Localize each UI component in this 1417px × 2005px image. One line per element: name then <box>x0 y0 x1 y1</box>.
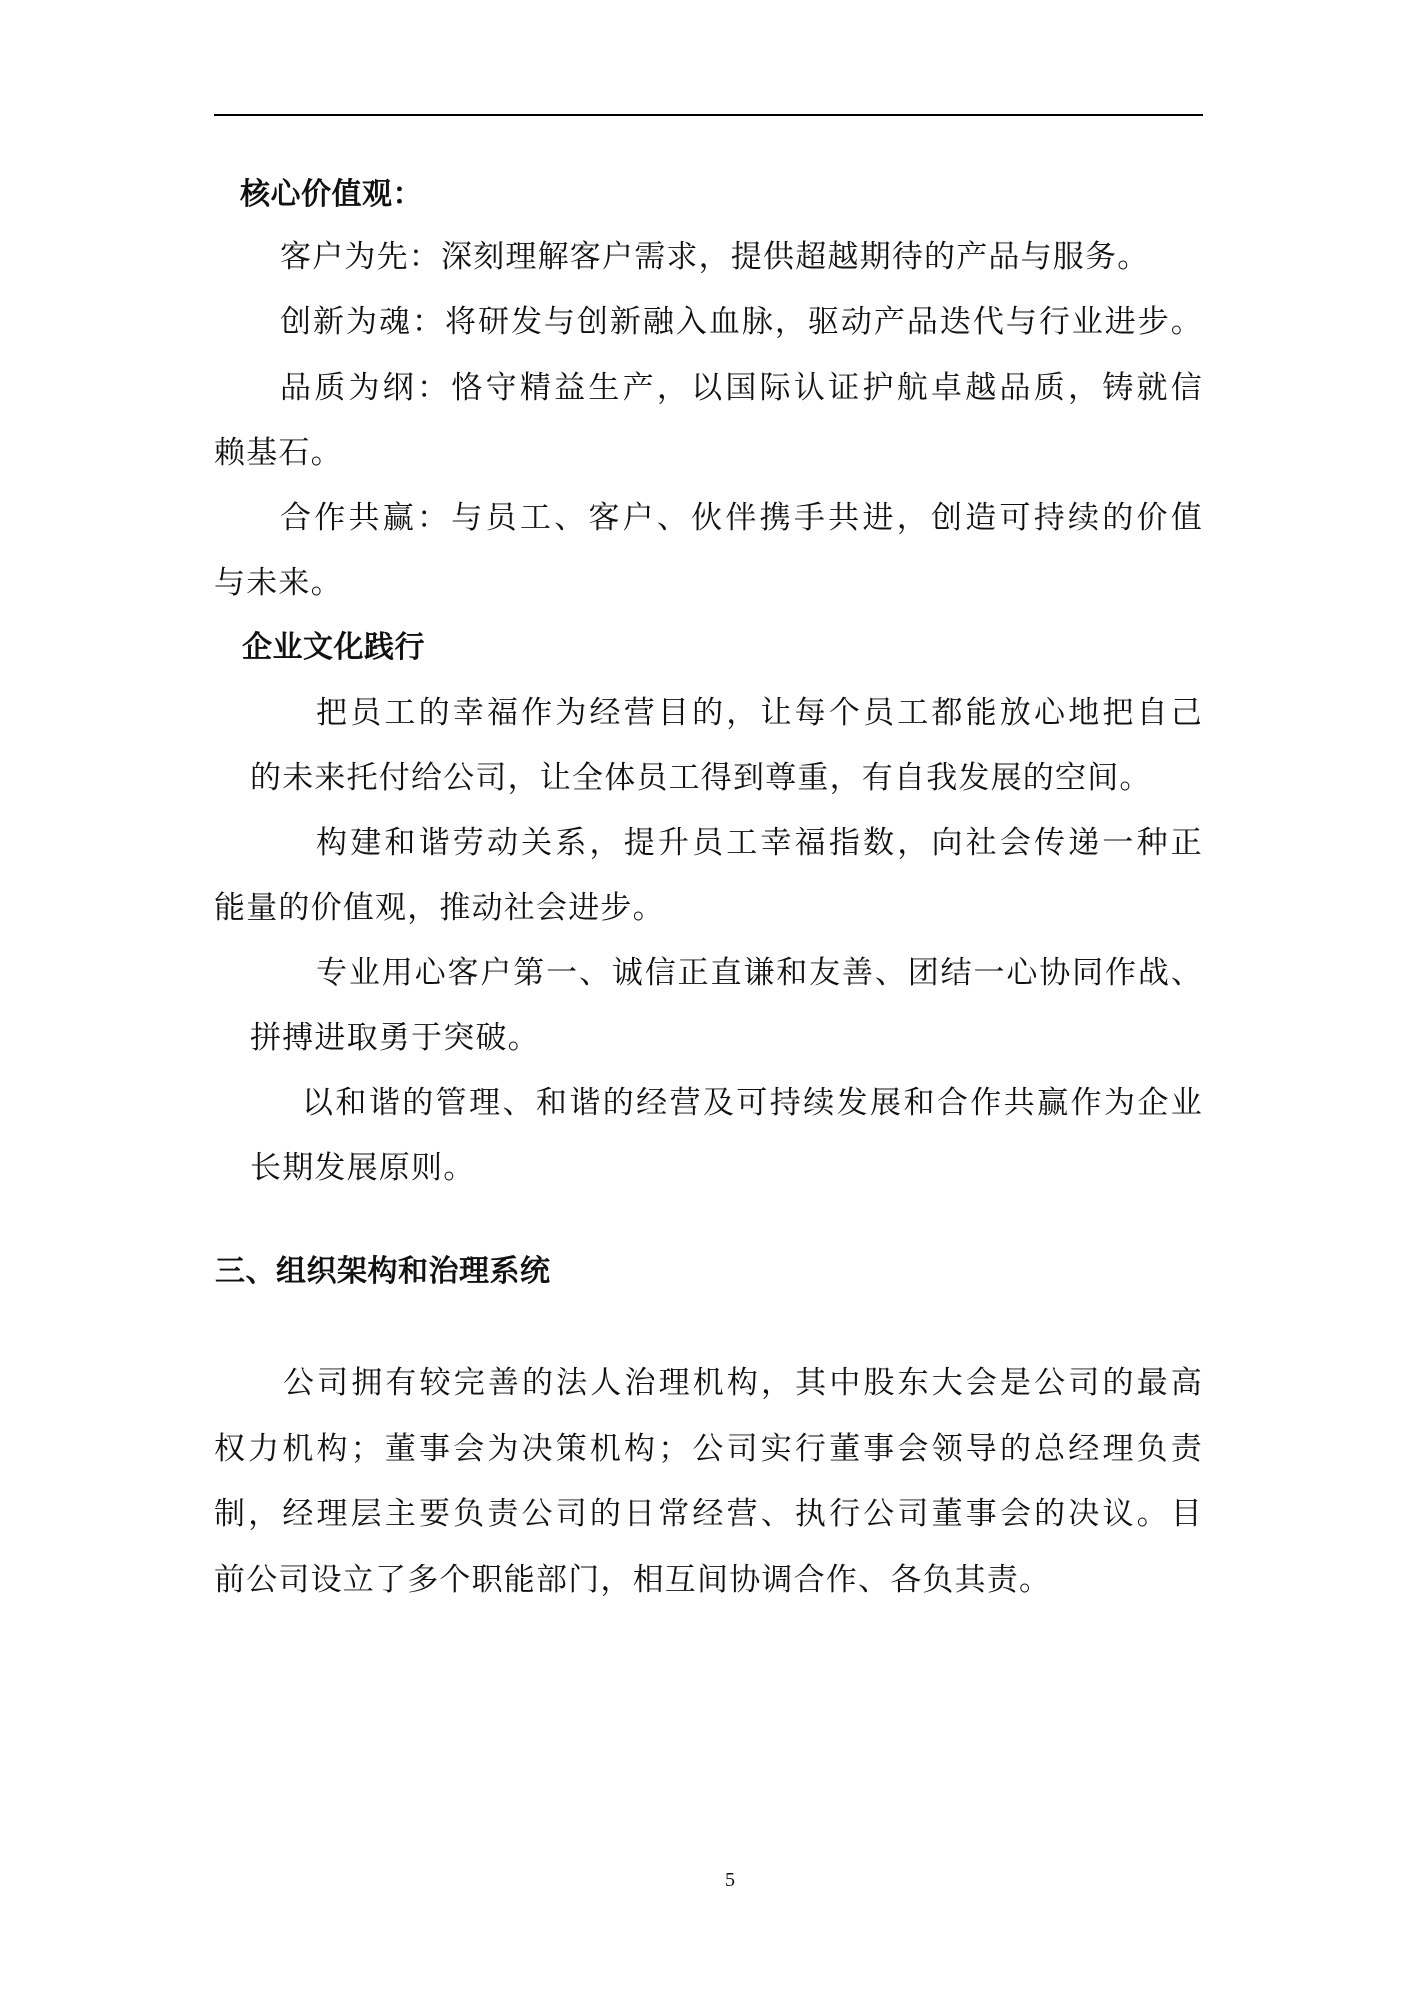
culture-practice-heading: 企业文化践行 <box>242 630 425 665</box>
header-rule <box>214 114 1203 116</box>
culture-line-4: 能量的价值观，推动社会进步。 <box>214 890 665 926</box>
governance-line-1: 公司拥有较完善的法人治理机构，其中股东大会是公司的最高 <box>283 1365 1203 1401</box>
culture-line-7: 以和谐的管理、和谐的经营及可持续发展和合作共赢作为企业 <box>302 1085 1203 1121</box>
culture-line-6: 拼搏进取勇于突破。 <box>250 1020 540 1056</box>
governance-heading: 三、组织架构和治理系统 <box>215 1254 551 1289</box>
governance-line-2: 权力机构；董事会为决策机构；公司实行董事会领导的总经理负责 <box>214 1431 1203 1467</box>
core-value-customer-first: 客户为先：深刻理解客户需求，提供超越期待的产品与服务。 <box>280 239 1150 275</box>
governance-line-4: 前公司设立了多个职能部门，相互间协调合作、各负其责。 <box>214 1562 1052 1598</box>
core-value-win-win: 合作共赢：与员工、客户、伙伴携手共进，创造可持续的价值 <box>280 500 1203 536</box>
core-value-quality-cont: 赖基石。 <box>214 435 343 471</box>
core-value-innovation: 创新为魂：将研发与创新融入血脉，驱动产品迭代与行业进步。 <box>280 304 1203 340</box>
governance-line-3: 制，经理层主要负责公司的日常经营、执行公司董事会的决议。目 <box>214 1496 1203 1532</box>
culture-line-3: 构建和谐劳动关系，提升员工幸福指数，向社会传递一种正 <box>316 825 1203 861</box>
core-value-win-win-cont: 与未来。 <box>214 565 343 601</box>
culture-line-8: 长期发展原则。 <box>250 1150 476 1186</box>
page-number: 5 <box>725 1869 735 1891</box>
culture-line-2: 的未来托付给公司，让全体员工得到尊重，有自我发展的空间。 <box>250 760 1152 796</box>
core-value-quality: 品质为纲：恪守精益生产，以国际认证护航卓越品质，铸就信 <box>280 370 1203 406</box>
culture-line-5: 专业用心客户第一、诚信正直谦和友善、团结一心协同作战、 <box>316 955 1203 991</box>
culture-line-1: 把员工的幸福作为经营目的，让每个员工都能放心地把自己 <box>316 695 1203 731</box>
core-values-heading: 核心价值观： <box>240 177 423 212</box>
